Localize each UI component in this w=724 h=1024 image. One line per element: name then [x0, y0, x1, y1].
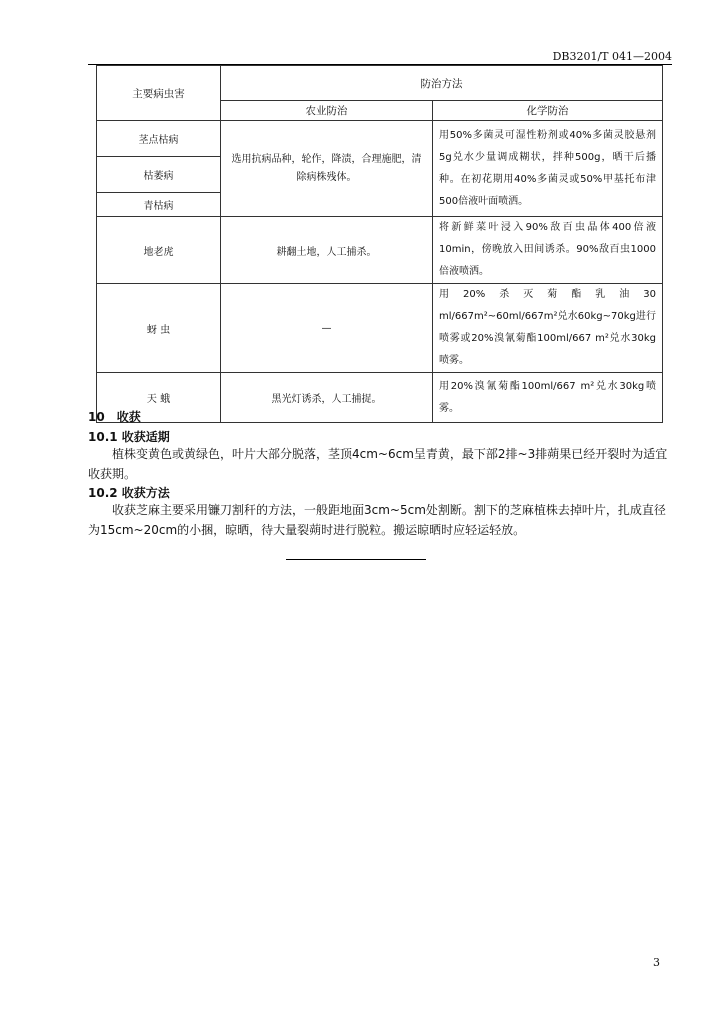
pest-name: 天 蛾 [97, 373, 221, 423]
pest-control-table [96, 65, 663, 423]
section-10-heading: 10 收获 [88, 410, 141, 424]
chem-method: 用20%溴氰菊酯100ml/667 m²兑水30kg喷雾。 [433, 373, 663, 423]
pest-name: 地老虎 [97, 217, 221, 284]
document-code: DB3201/T 041—2004 [552, 50, 672, 63]
chem-method: 将新鲜菜叶浸入90%敌百虫晶体400倍液10min，傍晚放入田间诱杀。90%敌百虫1000倍液喷洒。 [433, 217, 663, 284]
col-header-agri: 农业防治 [221, 101, 433, 121]
agri-method: 选用抗病品种，轮作，降渍，合理施肥，清除病株残体。 [221, 121, 433, 217]
section-10-1-text: 植株变黄色或黄绿色，叶片大部分脱落，茎顶4cm~6cm呈青黄，最下部2排~3排蒴果已经开裂时为适宜收获期。 [88, 447, 668, 481]
chem-method: 用20%杀灭菊酯乳油30 ml/667m²~60ml/667m²兑水60kg~70kg进行喷雾或20%溴氰菊酯100ml/667 m²兑水30kg喷雾。 [433, 284, 663, 373]
agri-method: — [221, 284, 433, 373]
col-header-pest: 主要病虫害 [97, 66, 221, 121]
pest-name: 蚜 虫 [97, 284, 221, 373]
chem-method: 用50%多菌灵可湿性粉剂或40%多菌灵胶悬剂5g兑水少量调成糊状，拌种500g，晒干后播种。在初花期用40%多菌灵或50%甲基托布津500倍液叶面喷洒。 [433, 121, 663, 217]
section-10-1-heading: 10.1 收获适期 [88, 430, 170, 444]
pest-name: 茎点枯病 [97, 121, 221, 157]
pest-name: 青枯病 [97, 193, 221, 217]
col-header-method: 防治方法 [221, 66, 663, 101]
end-rule [286, 559, 426, 560]
page-number: 3 [653, 956, 660, 969]
agri-method: 黑光灯诱杀，人工捕捉。 [221, 373, 433, 423]
section-10-2-text: 收获芝麻主要采用镰刀割秆的方法，一般距地面3cm~5cm处割断。割下的芝麻植株去掉叶片，扎成直径为15cm~20cm的小捆，晾晒，待大量裂蒴时进行脱粒。搬运晾晒时应轻运轻放。 [88, 503, 666, 537]
col-header-chem: 化学防治 [433, 101, 663, 121]
agri-method: 耕翻土地，人工捕杀。 [221, 217, 433, 284]
section-10-2-heading: 10.2 收获方法 [88, 486, 170, 500]
pest-name: 枯萎病 [97, 157, 221, 193]
